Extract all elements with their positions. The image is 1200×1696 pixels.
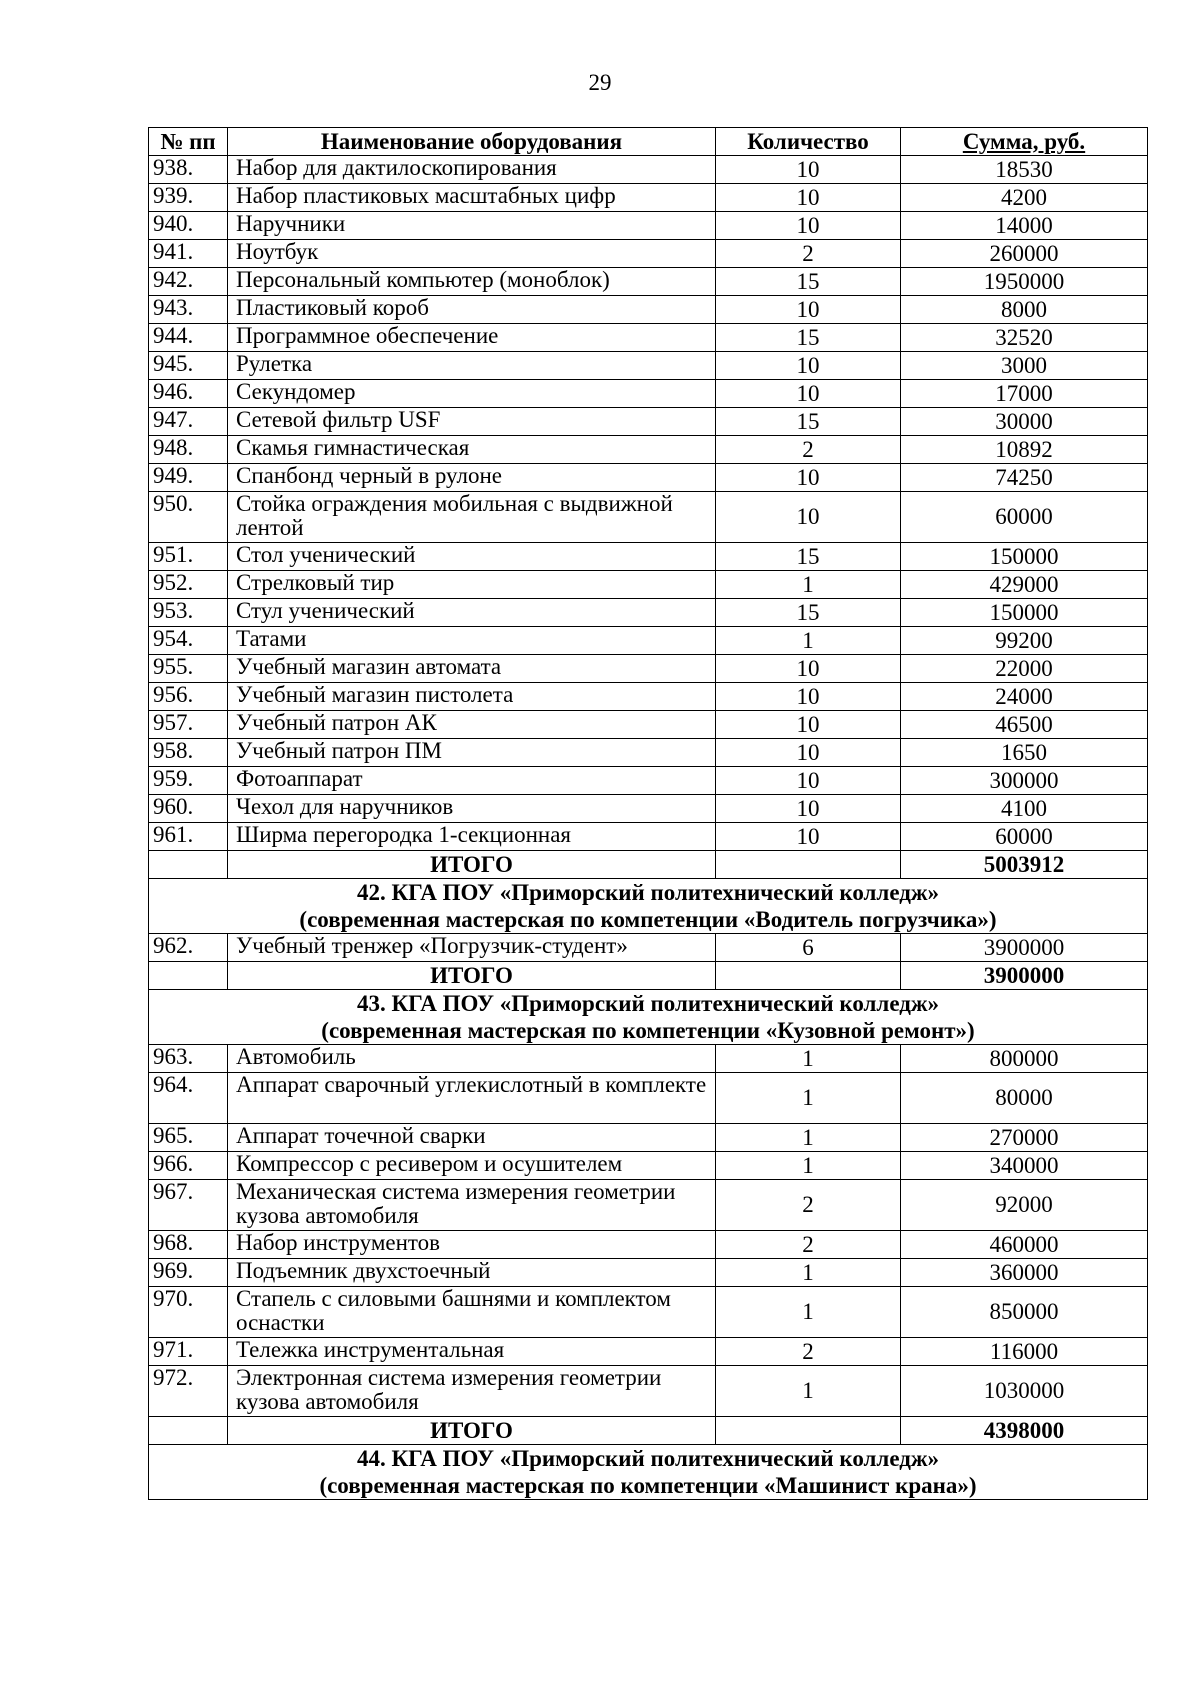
row-number: 944. xyxy=(149,324,228,352)
table-row xyxy=(149,492,1148,543)
equipment-name: Чехол для наручников xyxy=(228,795,716,823)
header-name: Наименование оборудования xyxy=(228,128,716,156)
equipment-name: Подъемник двухстоечный xyxy=(228,1259,716,1287)
total-row xyxy=(149,851,1148,879)
amount: 46500 xyxy=(901,711,1148,739)
table-row xyxy=(149,1152,1148,1180)
equipment-name: Электронная система измерения геометрии кузова автомобиля xyxy=(228,1366,716,1417)
equipment-name: Персональный компьютер (моноблок) xyxy=(228,268,716,296)
amount: 4100 xyxy=(901,795,1148,823)
section-title xyxy=(149,879,1148,934)
quantity: 10 xyxy=(716,655,901,683)
header-num: № пп xyxy=(149,128,228,156)
amount: 270000 xyxy=(901,1124,1148,1152)
table-row xyxy=(149,543,1148,571)
quantity: 1 xyxy=(716,1259,901,1287)
section-header-row xyxy=(149,879,1148,934)
section-title-line1: 42. КГА ПОУ «Приморский политехнический колледж» xyxy=(356,880,940,905)
amount: 300000 xyxy=(901,767,1148,795)
equipment-table xyxy=(148,127,1148,1500)
row-number: 958. xyxy=(149,739,228,767)
table-row xyxy=(149,408,1148,436)
row-number: 948. xyxy=(149,436,228,464)
table-row xyxy=(149,795,1148,823)
amount: 1650 xyxy=(901,739,1148,767)
amount: 150000 xyxy=(901,543,1148,571)
row-number: 952. xyxy=(149,571,228,599)
row-number: 963. xyxy=(149,1045,228,1073)
row-number: 938. xyxy=(149,156,228,184)
row-number: 939. xyxy=(149,184,228,212)
row-number: 959. xyxy=(149,767,228,795)
row-number: 968. xyxy=(149,1231,228,1259)
quantity: 10 xyxy=(716,212,901,240)
table-row xyxy=(149,436,1148,464)
quantity: 2 xyxy=(716,1231,901,1259)
quantity: 1 xyxy=(716,1152,901,1180)
total-empty-num xyxy=(149,851,228,879)
equipment-name: Аппарат сварочный углекислотный в комплекте xyxy=(228,1073,716,1124)
equipment-name: Секундомер xyxy=(228,380,716,408)
row-number: 955. xyxy=(149,655,228,683)
amount: 17000 xyxy=(901,380,1148,408)
total-label: ИТОГО xyxy=(228,962,716,990)
amount: 80000 xyxy=(901,1073,1148,1124)
equipment-name: Ноутбук xyxy=(228,240,716,268)
row-number: 947. xyxy=(149,408,228,436)
amount: 60000 xyxy=(901,492,1148,543)
table-row xyxy=(149,212,1148,240)
table-row xyxy=(149,571,1148,599)
section-title-line2: (современная мастерская по компетенции «Машинист крана») xyxy=(319,1473,977,1498)
quantity: 2 xyxy=(716,436,901,464)
quantity: 15 xyxy=(716,543,901,571)
row-number: 941. xyxy=(149,240,228,268)
row-number: 970. xyxy=(149,1287,228,1338)
amount: 92000 xyxy=(901,1180,1148,1231)
table-row xyxy=(149,823,1148,851)
amount: 429000 xyxy=(901,571,1148,599)
quantity: 1 xyxy=(716,627,901,655)
quantity: 10 xyxy=(716,795,901,823)
row-number: 956. xyxy=(149,683,228,711)
amount: 18530 xyxy=(901,156,1148,184)
table-row xyxy=(149,627,1148,655)
quantity: 2 xyxy=(716,240,901,268)
table-row xyxy=(149,380,1148,408)
quantity: 10 xyxy=(716,767,901,795)
equipment-name: Стол ученический xyxy=(228,543,716,571)
page-number: 29 xyxy=(588,70,612,95)
quantity: 15 xyxy=(716,324,901,352)
equipment-name: Набор пластиковых масштабных цифр xyxy=(228,184,716,212)
equipment-name: Компрессор с ресивером и осушителем xyxy=(228,1152,716,1180)
amount: 14000 xyxy=(901,212,1148,240)
total-empty-qty xyxy=(716,962,901,990)
quantity: 1 xyxy=(716,1366,901,1417)
section-header-row xyxy=(149,1445,1148,1500)
quantity: 15 xyxy=(716,599,901,627)
row-number: 946. xyxy=(149,380,228,408)
amount: 3000 xyxy=(901,352,1148,380)
row-number: 945. xyxy=(149,352,228,380)
total-amount: 3900000 xyxy=(901,962,1148,990)
amount: 850000 xyxy=(901,1287,1148,1338)
total-label: ИТОГО xyxy=(228,851,716,879)
amount: 32520 xyxy=(901,324,1148,352)
equipment-name: Татами xyxy=(228,627,716,655)
row-number: 962. xyxy=(149,934,228,962)
quantity: 2 xyxy=(716,1338,901,1366)
quantity: 1 xyxy=(716,1045,901,1073)
section-title-line1: 43. КГА ПОУ «Приморский политехнический колледж» xyxy=(356,991,940,1016)
equipment-name: Учебный тренжер «Погрузчик-студент» xyxy=(228,934,716,962)
quantity: 10 xyxy=(716,380,901,408)
equipment-name: Набор инструментов xyxy=(228,1231,716,1259)
equipment-name: Ширма перегородка 1-секционная xyxy=(228,823,716,851)
row-number: 966. xyxy=(149,1152,228,1180)
equipment-name: Учебный патрон ПМ xyxy=(228,739,716,767)
amount: 800000 xyxy=(901,1045,1148,1073)
equipment-name: Тележка инструментальная xyxy=(228,1338,716,1366)
total-row xyxy=(149,1417,1148,1445)
quantity: 10 xyxy=(716,352,901,380)
table-row xyxy=(149,324,1148,352)
quantity: 10 xyxy=(716,296,901,324)
equipment-name: Аппарат точечной сварки xyxy=(228,1124,716,1152)
quantity: 2 xyxy=(716,1180,901,1231)
row-number: 961. xyxy=(149,823,228,851)
amount: 3900000 xyxy=(901,934,1148,962)
total-row xyxy=(149,962,1148,990)
table-row xyxy=(149,296,1148,324)
table-header-row xyxy=(149,128,1148,156)
amount: 150000 xyxy=(901,599,1148,627)
equipment-name: Стрелковый тир xyxy=(228,571,716,599)
equipment-name: Автомобиль xyxy=(228,1045,716,1073)
table-row xyxy=(149,767,1148,795)
table-row xyxy=(149,1231,1148,1259)
header-sum: Сумма, руб. xyxy=(901,128,1148,156)
row-number: 969. xyxy=(149,1259,228,1287)
table-row xyxy=(149,352,1148,380)
amount: 60000 xyxy=(901,823,1148,851)
total-empty-num xyxy=(149,1417,228,1445)
equipment-name: Набор для дактилоскопирования xyxy=(228,156,716,184)
equipment-name: Пластиковый короб xyxy=(228,296,716,324)
section-title xyxy=(149,990,1148,1045)
amount: 260000 xyxy=(901,240,1148,268)
amount: 340000 xyxy=(901,1152,1148,1180)
quantity: 10 xyxy=(716,464,901,492)
quantity: 1 xyxy=(716,1287,901,1338)
section-header-row xyxy=(149,990,1148,1045)
row-number: 964. xyxy=(149,1073,228,1124)
total-amount: 5003912 xyxy=(901,851,1148,879)
amount: 8000 xyxy=(901,296,1148,324)
table-row xyxy=(149,711,1148,739)
quantity: 6 xyxy=(716,934,901,962)
equipment-name: Учебный магазин пистолета xyxy=(228,683,716,711)
table-row xyxy=(149,599,1148,627)
row-number: 971. xyxy=(149,1338,228,1366)
section-title-line2: (современная мастерская по компетенции «Кузовной ремонт») xyxy=(321,1018,975,1043)
row-number: 972. xyxy=(149,1366,228,1417)
equipment-name: Стул ученический xyxy=(228,599,716,627)
quantity: 10 xyxy=(716,683,901,711)
table-row xyxy=(149,156,1148,184)
table-body xyxy=(149,156,1148,1500)
header-qty: Количество xyxy=(716,128,901,156)
amount: 1030000 xyxy=(901,1366,1148,1417)
quantity: 10 xyxy=(716,823,901,851)
equipment-name: Сетевой фильтр USF xyxy=(228,408,716,436)
table-row xyxy=(149,1287,1148,1338)
equipment-name: Стапель с силовыми башнями и комплектом оснастки xyxy=(228,1287,716,1338)
table-row xyxy=(149,1338,1148,1366)
table-row xyxy=(149,1180,1148,1231)
equipment-name: Учебный магазин автомата xyxy=(228,655,716,683)
quantity: 15 xyxy=(716,408,901,436)
section-title xyxy=(149,1445,1148,1500)
table-row xyxy=(149,655,1148,683)
equipment-name: Программное обеспечение xyxy=(228,324,716,352)
equipment-name: Учебный патрон АК xyxy=(228,711,716,739)
amount: 74250 xyxy=(901,464,1148,492)
equipment-name: Фотоаппарат xyxy=(228,767,716,795)
amount: 24000 xyxy=(901,683,1148,711)
amount: 116000 xyxy=(901,1338,1148,1366)
section-title-line1: 44. КГА ПОУ «Приморский политехнический колледж» xyxy=(356,1446,940,1471)
total-empty-num xyxy=(149,962,228,990)
table-row xyxy=(149,1366,1148,1417)
table-row xyxy=(149,1259,1148,1287)
quantity: 10 xyxy=(716,184,901,212)
row-number: 949. xyxy=(149,464,228,492)
equipment-name: Стойка ограждения мобильная с выдвижной лентой xyxy=(228,492,716,543)
row-number: 950. xyxy=(149,492,228,543)
quantity: 10 xyxy=(716,739,901,767)
quantity: 10 xyxy=(716,156,901,184)
table-row xyxy=(149,240,1148,268)
row-number: 954. xyxy=(149,627,228,655)
row-number: 965. xyxy=(149,1124,228,1152)
quantity: 10 xyxy=(716,492,901,543)
equipment-name: Наручники xyxy=(228,212,716,240)
quantity: 1 xyxy=(716,571,901,599)
row-number: 953. xyxy=(149,599,228,627)
equipment-name: Скамья гимнастическая xyxy=(228,436,716,464)
row-number: 957. xyxy=(149,711,228,739)
table-row xyxy=(149,1045,1148,1073)
amount: 460000 xyxy=(901,1231,1148,1259)
amount: 30000 xyxy=(901,408,1148,436)
table-row xyxy=(149,739,1148,767)
row-number: 943. xyxy=(149,296,228,324)
table-row xyxy=(149,934,1148,962)
table-row xyxy=(149,1124,1148,1152)
total-empty-qty xyxy=(716,1417,901,1445)
quantity: 1 xyxy=(716,1073,901,1124)
equipment-name: Механическая система измерения геометрии кузова автомобиля xyxy=(228,1180,716,1231)
table-row xyxy=(149,464,1148,492)
total-empty-qty xyxy=(716,851,901,879)
quantity: 1 xyxy=(716,1124,901,1152)
amount: 1950000 xyxy=(901,268,1148,296)
row-number: 960. xyxy=(149,795,228,823)
equipment-name: Рулетка xyxy=(228,352,716,380)
quantity: 10 xyxy=(716,711,901,739)
table-row xyxy=(149,683,1148,711)
row-number: 951. xyxy=(149,543,228,571)
equipment-name: Спанбонд черный в рулоне xyxy=(228,464,716,492)
table-row xyxy=(149,1073,1148,1124)
quantity: 15 xyxy=(716,268,901,296)
amount: 22000 xyxy=(901,655,1148,683)
row-number: 940. xyxy=(149,212,228,240)
amount: 4200 xyxy=(901,184,1148,212)
total-amount: 4398000 xyxy=(901,1417,1148,1445)
amount: 99200 xyxy=(901,627,1148,655)
table-row xyxy=(149,184,1148,212)
amount: 10892 xyxy=(901,436,1148,464)
total-label: ИТОГО xyxy=(228,1417,716,1445)
row-number: 967. xyxy=(149,1180,228,1231)
amount: 360000 xyxy=(901,1259,1148,1287)
row-number: 942. xyxy=(149,268,228,296)
section-title-line2: (современная мастерская по компетенции «Водитель погрузчика») xyxy=(299,907,997,932)
table-row xyxy=(149,268,1148,296)
